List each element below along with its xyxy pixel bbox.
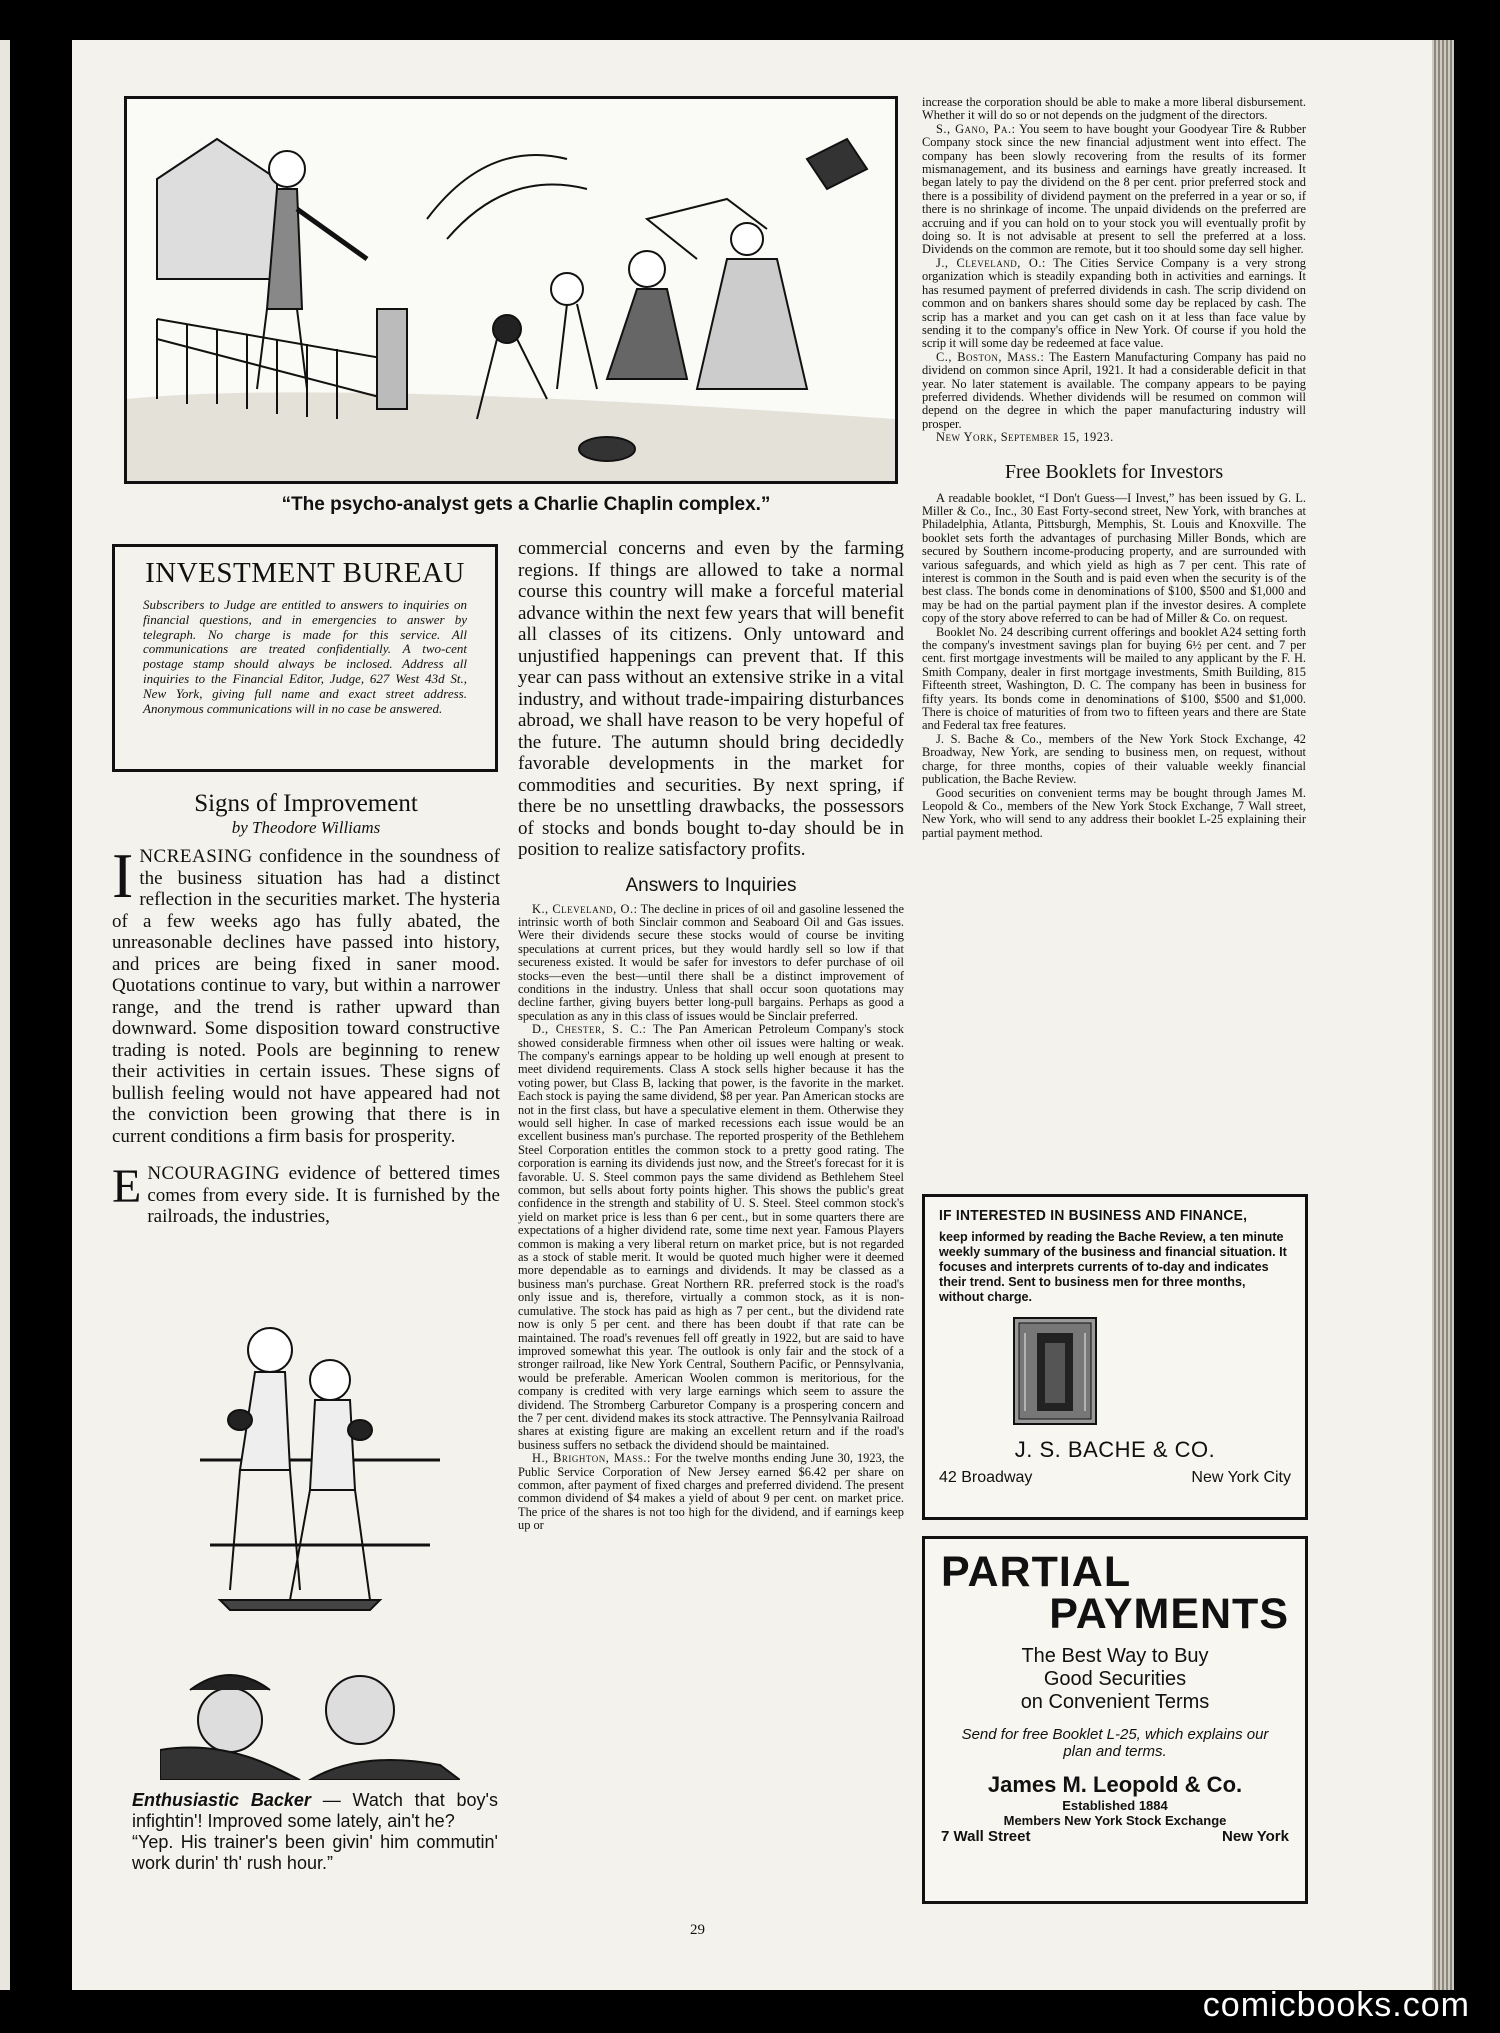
cartoon-drawing bbox=[127, 99, 895, 481]
book-spine bbox=[1432, 40, 1454, 1990]
answer-item: H., Brighton, Mass.: For the twelve months ending June 30, 1923, the Public Service Corporation of New Jersey earned $6.42 per share on common, after payment of fixed charges and preferred dividend. The present common dividend of $4 makes a yield of about 9 per cent. on market price. The price of the shares is not too high for the dividend, and if earnings keep up or bbox=[518, 1451, 905, 1533]
left-page-edge bbox=[0, 40, 10, 1990]
leopold-address-row bbox=[941, 1828, 1289, 1845]
bache-firm: J. S. BACHE & CO. bbox=[1014, 1437, 1216, 1462]
leopold-ad bbox=[922, 1536, 1308, 1904]
stock-exchange-seal bbox=[1015, 1319, 1095, 1423]
answer-item: J., Cleveland, O.: The Cities Service Company is a very strong organization which is steadily expanding both in activities and earnings. It has resumed payment of preferred dividends in cash. The scrip dividend on common and on bankers shares should some day be replaced by cash. The scrip has a market and you can get cash on it at less than face value by sending it to the company's office in New York. Of course if you hold the scrip it will some day be redeemed at face value. bbox=[922, 255, 1306, 351]
right-column bbox=[922, 96, 1306, 840]
drop-cap: I bbox=[112, 840, 134, 911]
answer-continuation: increase the corporation should be able to make a more liberal disbursement. Whether it will do so or not depends on the judgment of the directors. bbox=[922, 95, 1306, 123]
page-number: 29 bbox=[690, 1922, 705, 1938]
bache-logo bbox=[1013, 1317, 1097, 1425]
leopold-sub-2: Good Securities bbox=[1043, 1668, 1187, 1690]
bureau-title: INVESTMENT BUREAU bbox=[145, 557, 465, 589]
drop-cap: E bbox=[112, 1160, 142, 1213]
middle-column bbox=[518, 538, 904, 1533]
leopold-headline-1: PARTIAL bbox=[941, 1548, 1132, 1596]
leopold-firm: James M. Leopold & Co. bbox=[987, 1772, 1243, 1797]
leopold-sub-3: on Convenient Terms bbox=[1020, 1691, 1210, 1713]
leopold-offer: Send for free Booklet L-25, which explains our plan and terms. bbox=[961, 1726, 1269, 1760]
bache-ad bbox=[922, 1194, 1308, 1520]
booklet-item: Booklet No. 24 describing current offerings and booklet A24 setting forth the company's investment savings plan for buying 6½ per cent. and 7 per cent. first mortgage investments will be mailed to any applicant by the F. H. Smith Company, dealer in first mortgage investments, Smith Building, 815 Fifteenth street, Washington, D. C. The company has been in business for fifty years. Its bonds come in denominations of $100, $500 and $1,000. There is choice of maturities of from two to fifteen years and there are State and Federal tax free features. bbox=[922, 624, 1306, 733]
leopold-headline-2: PAYMENTS bbox=[1049, 1590, 1289, 1638]
leopold-sub-1: The Best Way to Buy bbox=[1021, 1645, 1209, 1667]
article-paragraph-2: ENCOURAGING evidence of bettered times comes from every side. It is furnished by the railroads, the industries, bbox=[112, 1160, 500, 1227]
boxing-caption: Enthusiastic Backer — Watch that boy's infightin'! Improved some lately, ain't he? “Yep. His trainer's been givin' him commutin' work durin' th' rush hour.” bbox=[132, 1790, 498, 1873]
booklet-item: Good securities on convenient terms may be bought through James M. Leopold & Co., members of the New York Stock Exchange, 7 Wall street, New York, who will send to any address their booklet L-25 explaining their partial payment method. bbox=[922, 785, 1306, 840]
boxing-cartoon bbox=[160, 1310, 460, 1780]
booklet-item: J. S. Bache & Co., members of the New York Stock Exchange, 42 Broadway, New York, are sending to business men, on request, without charge, for three months, copies of their valuable weekly financial publication, the Bache Review. bbox=[922, 731, 1306, 787]
bache-address: 42 Broadway bbox=[939, 1469, 1033, 1486]
site-watermark: comicbooks.com bbox=[1202, 1986, 1470, 2024]
bache-headline: IF INTERESTED IN BUSINESS AND FINANCE, bbox=[939, 1207, 1248, 1224]
answer-item: K., Cleveland, O.: The decline in prices of oil and gasoline lessened the intrinsic worth of both Sinclair common and Seaboard Oil and Gas issues. Were their dividends secure these stocks would of course be inviting speculations at current prices, but they would hardly sell so low if that secureness existed. It would be safer for investors to defer purchase of oil stocks—even the best—until there shall be a distinct improvement of conditions in the industry. Unless that shall occur soon quotations may decline farther, giving buyers better long-pull bargains. Perhaps as good a speculation as any in this class of issues would be Sinclair preferred. bbox=[518, 901, 904, 1023]
article-byline: by Theodore Williams bbox=[231, 818, 381, 837]
booklet-item: A readable booklet, “I Don't Guess—I Invest,” has been issued by G. L. Miller & Co., Inc., 30 East Forty-second street, New York, with branches at Philadelphia, Atlanta, Pittsburgh, Memphis, St. Louis and Knoxville. The booklet sets forth the advantages of purchasing Miller Bonds, which are secured by Southern income-producing property, and are surrounded with various safeguards, and which yield as high as 7 per cent. This rate of interest is common in the South and is paid even when the security is of the best class. The bonds come in denominations of $100, $500 and $1,000 and may be had on the partial payment plan if the investor desires. A complete copy of the story above referred to can be had of Miller & Co. on request. bbox=[922, 490, 1306, 626]
investment-bureau-box bbox=[112, 544, 498, 772]
bache-body: keep informed by reading the Bache Review, a ten minute weekly summary of the business and financial situation. It focuses and interprets currents of to-day and indicates their trend. Sent to business men for three months, without charge. bbox=[939, 1230, 1287, 1304]
answer-item: C., Boston, Mass.: The Eastern Manufacturing Company has paid no dividend on common since April, 1921. It had a considerable deficit in that year. No later statement is available. The company appears to be paying preferred dividends. Whether dividends will be resumed on common will depend on the degree in which the paper manufacturing industry will prosper. bbox=[922, 349, 1306, 431]
bureau-notice: Subscribers to Judge are entitled to answers to inquiries on financial questions, and in emergencies to answer by telegraph. No charge is made for this service. All communications are treated confidentially. A two-cent postage stamp should always be inclosed. Address all inquiries to the Financial Editor, Judge, 627 West 43d St., New York, giving full name and exact street address. Anonymous communications will in no case be answered. bbox=[143, 597, 467, 716]
leopold-est: Established 1884 bbox=[1062, 1798, 1168, 1813]
answer-item: D., Chester, S. C.: The Pan American Petroleum Company's stock showed considerable firmness when other oil issues were halting or weak. The company's earnings appear to be holding up well enough at present to meet dividend requirements. Class A stock sells higher because it has the voting power, but Class B, lacking that power, is the favorite in the market. Each stock is paying the same dividend, $8 per year. Pan American stocks are not in the first class, but have a speculative element in them. Otherwise they would sell higher. In case of marked recessions each issue would be an excellent business man's purchase. The reported prosperity of the Bethlehem Steel Corporation entitles the common stock to a pretty good rating. The corporation is earning its dividends just now, and the Street's forecast for it is favorable. U. S. Steel common pays the same dividend as Bethlehem Steel common, but sells about forty points higher. This shows the public's great confidence in the strength and stability of U. S. Steel. Steel common stock's yield on market price is less than 6 per cent., but in some quarters there are expectations of a higher dividend rate, some time next year. Famous Players common is making a very liberal return on market price, but is not regarded as a stock of stable merit. It would be quoted much higher were it deemed more dependable as to earnings and dividends. It may be classed as a business man's purchase. Great Northern RR. preferred stock is the road's only issue and is, therefore, virtually a common stock, as it is non-cumulative. The stock has paid as high as 7 per cent., but the dividend rate now is only 5 per cent. and there has been doubt if that rate can be maintained. The road's revenues fell off greatly in 1922, but are said to have improved somewhat this year. The outlook is only fair and the stock of a stronger railroad, like New York Central, Southern Pacific, or Pennsylvania, would be preferable. American Woolen common is meritorious, for the company is credited with very large earnings which seem to assure the dividend. The Stromberg Carburetor Company is a prospering concern and the 7 per cent. dividend makes its stock attractive. The Pennsylvania Railroad shares at existing figure are making an excellent return and if the road's business suffers no setback the dividend should be maintained. bbox=[518, 1022, 905, 1452]
article-title: Signs of Improvement bbox=[194, 790, 418, 817]
cartoon-caption: “The psycho-analyst gets a Charlie Chaplin complex.” bbox=[281, 494, 771, 515]
leopold-address: 7 Wall Street bbox=[941, 1828, 1031, 1845]
answers-title: Answers to Inquiries bbox=[625, 874, 797, 896]
answer-item: S., Gano, Pa.: You seem to have bought your Goodyear Tire & Rubber Company stock since the new financial adjustment went into effect. The company has been slowly recovering from the results of its former mismanagement, and its business and earnings have greatly increased. It began lately to pay the dividend on the 8 per cent. prior preferred stock and there is a possibility of dividend payment on the preferred in a year or so, if there is no shrinkage of income. The unpaid dividends on the preferred are accruing and if you can hold on to your stock you will eventually profit by doing so. It is not advisable at present to sell the preferred at a loss. Dividends on the common are remote, but it too should some day sell higher. bbox=[922, 121, 1306, 257]
bache-city: New York City bbox=[1191, 1469, 1291, 1486]
article-paragraph-3: commercial concerns and even by the farming regions. If things are allowed to take a normal course this country will make a forceful material advance within the next few years that will benefit all classes of its citizens. Only untoward and unjustified happenings can prevent that. If this year can pass without an extensive strike in a vital industry, and without trade-impairing disturbances abroad, we shall have reason to be very hopeful of the future. The autumn should bring decidedly favorable developments in the market for commodities and securities. By next spring, if there be no unsettling drawbacks, the possessors of stocks and bonds bought to-day should be in position to realize satisfactory profits. bbox=[518, 538, 904, 860]
top-cartoon bbox=[124, 96, 898, 484]
article-paragraph-1: INCREASING confidence in the soundness of the business situation has had a distinct reflection in the securities market. The hysteria of a few weeks ago has fully abated, the unreasonable declines have passed into history, and prices are being fixed in saner mood. Quotations continue to vary, but within a narrower range, and the trend is rather upward than downward. Some disposition toward constructive trading is noted. Pools are beginning to renew their activities in certain issues. These signs of bullish feeling would not have appeared had not the conviction been growing that there is in current conditions a firm basis for prosperity. bbox=[112, 840, 500, 1147]
leopold-city: New York bbox=[1222, 1828, 1289, 1845]
left-column bbox=[112, 790, 500, 1228]
dateline: New York, September 15, 1923. bbox=[936, 430, 1114, 445]
leopold-member: Members New York Stock Exchange bbox=[1003, 1813, 1227, 1828]
boxing-drawing bbox=[160, 1310, 460, 1780]
booklets-title: Free Booklets for Investors bbox=[1004, 460, 1224, 483]
bache-address-row bbox=[939, 1469, 1291, 1487]
